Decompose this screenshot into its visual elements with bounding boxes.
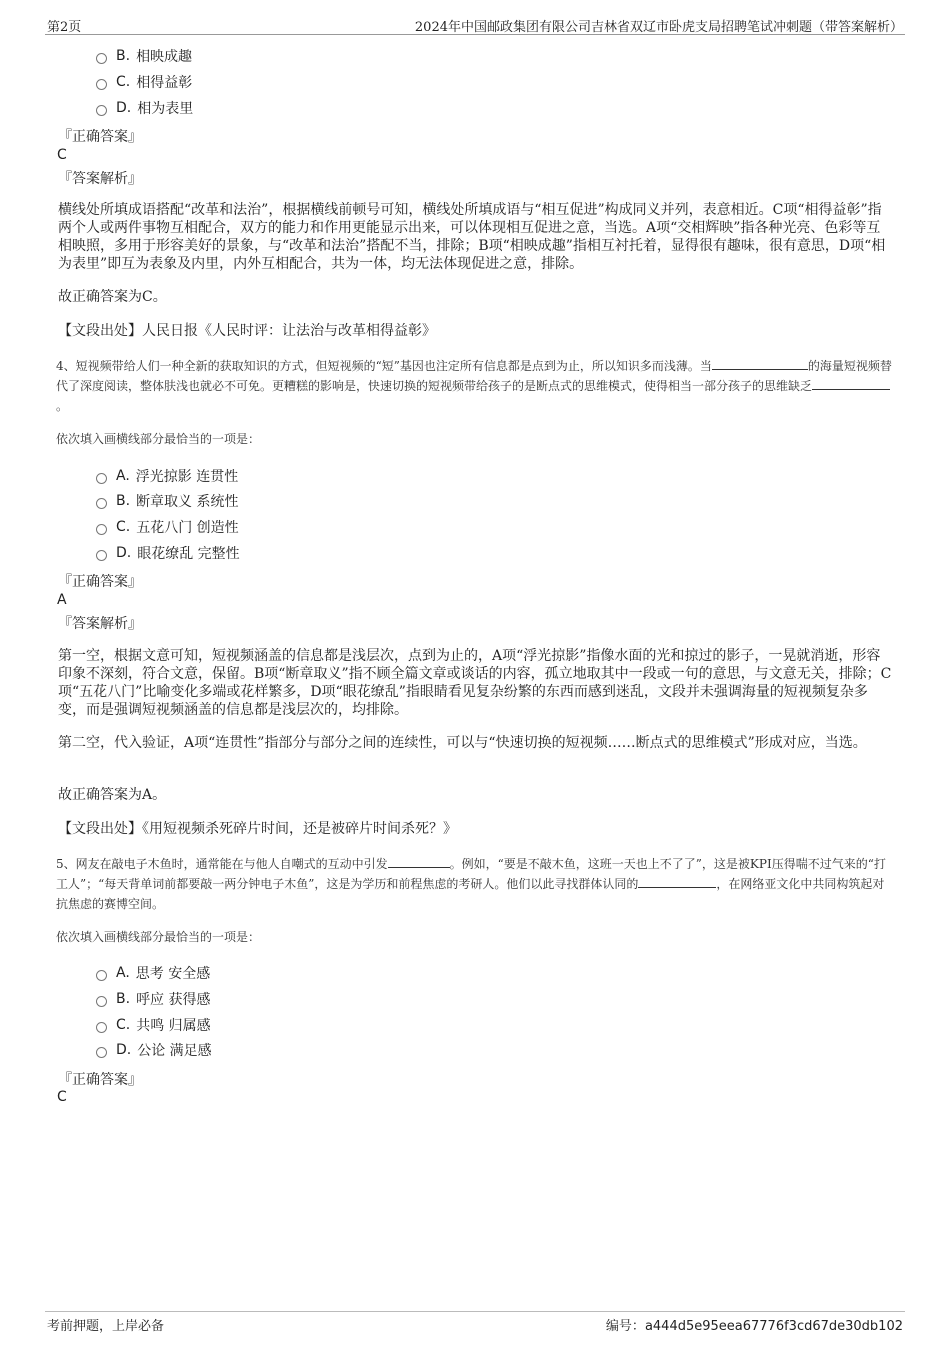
document-code: 编号：a444d5e95eea67776f3cd67de30db102	[605, 1319, 903, 1334]
radio-icon[interactable]	[96, 1022, 107, 1033]
radio-icon[interactable]	[96, 53, 107, 64]
q4-option-d[interactable]: D. 眼花缭乱 完整性	[96, 543, 240, 563]
q3-option-c[interactable]: C. 相得益彰	[96, 72, 192, 92]
q3-answer: C	[57, 147, 67, 163]
q4-analysis-1: 第一空，根据文意可知，短视频涵盖的信息都是浅层次，点到为止的，A项“浮光掠影”指像水面的光和掠过的影子，一晃就消逝，形容印象不深刻，符合文意，保留。B项“断章取义”指不顾全篇文章或谈话的内容，孤立地取其中一段或一句的意思，与文意无关，排除；C项“五花八门”比喻变化多端或花样繁多，D项“眼花缭乱”指眼睛看见复杂纷繁的东西而感到迷乱，文段并未强调海量的短视频复杂多变，而是强调短视频涵盖的信息都是浅层次的，均排除。	[58, 648, 892, 718]
footer-slogan: 考前押题，上岸必备	[47, 1319, 165, 1334]
q4-option-c[interactable]: C. 五花八门 创造性	[96, 517, 239, 537]
q4-option-b[interactable]: B. 断章取义 系统性	[96, 491, 239, 511]
q4-instruction: 依次填入画横线部分最恰当的一项是：	[56, 432, 261, 446]
page-number: 第2页	[47, 20, 82, 35]
q4-answer: A	[57, 592, 67, 608]
radio-icon[interactable]	[96, 79, 107, 90]
q5-option-c[interactable]: C. 共鸣 归属感	[96, 1015, 211, 1035]
q3-analysis-label: 『答案解析』	[58, 171, 142, 187]
q4-blank-2[interactable]	[812, 377, 890, 390]
q4-option-a[interactable]: A. 浮光掠影 连贯性	[96, 466, 238, 486]
q5-blank-2[interactable]	[638, 875, 716, 888]
q4-source: 【文段出处】《用短视频杀死碎片时间，还是被碎片时间杀死？》	[58, 821, 457, 837]
q3-option-d[interactable]: D. 相为表里	[96, 98, 193, 118]
q5-option-d[interactable]: D. 公论 满足感	[96, 1040, 212, 1060]
radio-icon[interactable]	[96, 996, 107, 1007]
q4-stem: 4、短视频带给人们一种全新的获取知识的方式，但短视频的“短”基因也注定所有信息都是点到为止，所以知识多而浅薄。当 的海量短视频替代了深度阅读，整体肤浅也就必不可免。更糟糕的影响是，快速切换的短视频带给孩子的是断点式的思维模式，使得相当一部分孩子的思维缺乏。	[56, 359, 892, 413]
q3-source: 【文段出处】人民日报《人民时评：让法治与改革相得益彰》	[58, 323, 436, 339]
radio-icon[interactable]	[96, 498, 107, 509]
radio-icon[interactable]	[96, 524, 107, 535]
radio-icon[interactable]	[96, 970, 107, 981]
q5-instruction: 依次填入画横线部分最恰当的一项是：	[56, 930, 261, 944]
radio-icon[interactable]	[96, 105, 107, 116]
q3-option-b[interactable]: B. 相映成趣	[96, 46, 192, 66]
q4-analysis-label: 『答案解析』	[58, 616, 142, 632]
q4-answer-label: 『正确答案』	[58, 574, 142, 590]
q4-analysis-2: 第二空，代入验证，A项“连贯性”指部分与部分之间的连续性，可以与“快速切换的短视频……断点式的思维模式”形成对应，当选。	[58, 735, 867, 751]
q4-blank-1[interactable]	[712, 357, 808, 370]
document-title: 2024年中国邮政集团有限公司吉林省双辽市卧虎支局招聘笔试冲刺题（带答案解析）	[414, 20, 903, 35]
q5-option-b[interactable]: B. 呼应 获得感	[96, 989, 211, 1009]
page-footer	[45, 1311, 905, 1334]
q3-analysis: 横线处所填成语搭配“改革和法治”，根据横线前顿号可知，横线处所填成语与“相互促进”构成同义并列，表意相近。C项“相得益彰”指两个人或两件事物互相配合，双方的能力和作用更能显示出来，可以体现相互促进之意，当选。A项“交相辉映”指各种光亮、色彩等互相映照，多用于形容美好的景象，与“改革和法治”搭配不当，排除；B项“相映成趣”指相互衬托着，显得很有趣味，很有意思，D项“相为表里”即互为表象及内里，内外互相配合，共为一体，均无法体现促进之意，排除。	[58, 202, 886, 272]
radio-icon[interactable]	[96, 473, 107, 484]
q4-conclusion: 故正确答案为A。	[58, 787, 167, 803]
q5-option-a[interactable]: A. 思考 安全感	[96, 963, 210, 983]
radio-icon[interactable]	[96, 550, 107, 561]
q5-answer: C	[57, 1089, 67, 1105]
q5-blank-1[interactable]	[388, 855, 450, 868]
q5-stem: 5、网友在敲电子木鱼时，通常能在与他人自嘲式的互动中引发 。例如，“要是不敲木鱼，这班一天也上不了了”，这是被KPI压得喘不过气来的“打工人”；“每天背单词前都要敲一两分钟电子木鱼”，这是为学历和前程焦虑的考研人。他们以此寻找群体认同的 ，在网络亚文化中共同构筑起对抗焦虑的赛博空间。	[56, 857, 886, 911]
q3-answer-label: 『正确答案』	[58, 129, 142, 145]
q5-answer-label: 『正确答案』	[58, 1072, 142, 1088]
page-header	[45, 14, 905, 35]
q3-conclusion: 故正确答案为C。	[58, 289, 167, 305]
radio-icon[interactable]	[96, 1047, 107, 1058]
